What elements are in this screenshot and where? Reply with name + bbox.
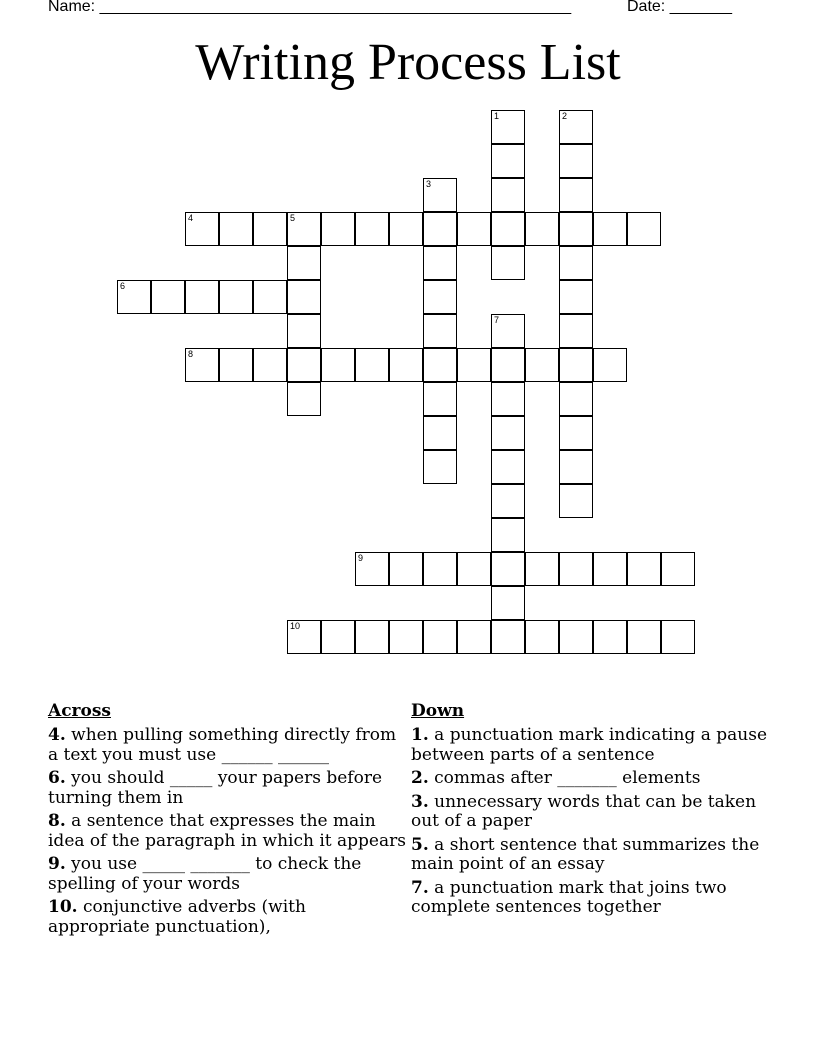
crossword-cell[interactable] (219, 348, 253, 382)
crossword-cell[interactable] (559, 246, 593, 280)
crossword-cell[interactable] (423, 212, 457, 246)
clue-text: when pulling something directly from a text you must use ______ ______ (48, 725, 397, 765)
crossword-cell[interactable] (287, 620, 321, 654)
crossword-cell[interactable] (491, 212, 525, 246)
crossword-cell[interactable] (559, 348, 593, 382)
crossword-cell[interactable] (491, 586, 525, 620)
page-title: Writing Process List (195, 34, 621, 91)
crossword-cell[interactable] (627, 212, 661, 246)
crossword-cell[interactable] (491, 144, 525, 178)
crossword-cell[interactable] (389, 620, 423, 654)
crossword-cell[interactable] (491, 518, 525, 552)
crossword-cell[interactable] (423, 620, 457, 654)
across-clues (48, 700, 408, 941)
crossword-cell[interactable] (117, 280, 151, 314)
crossword-cell[interactable] (491, 450, 525, 484)
crossword-cell[interactable] (559, 552, 593, 586)
clue-number-label: 9 (358, 553, 364, 563)
down-clue (411, 836, 771, 875)
clue-text: you should _____ your papers before turning them in (48, 768, 383, 808)
crossword-cell[interactable] (559, 144, 593, 178)
down-clue (411, 879, 771, 918)
across-clue (48, 898, 408, 937)
clue-number: 6. (48, 768, 66, 788)
clue-number-label: 5 (290, 213, 296, 223)
crossword-cell[interactable] (287, 246, 321, 280)
crossword-cell[interactable] (423, 314, 457, 348)
crossword-cell[interactable] (491, 178, 525, 212)
clue-number-label: 6 (120, 281, 126, 291)
clue-number-label: 7 (494, 315, 500, 325)
crossword-cell[interactable] (253, 348, 287, 382)
crossword-cell[interactable] (559, 484, 593, 518)
crossword-cell[interactable] (559, 314, 593, 348)
crossword-cell[interactable] (593, 212, 627, 246)
crossword-cell[interactable] (593, 552, 627, 586)
crossword-cell[interactable] (457, 552, 491, 586)
down-clue (411, 769, 771, 789)
crossword-cell[interactable] (457, 620, 491, 654)
crossword-cell[interactable] (219, 212, 253, 246)
crossword-cell[interactable] (593, 620, 627, 654)
clue-number: 3. (411, 791, 429, 812)
crossword-cell[interactable] (423, 382, 457, 416)
name-field-label: Name: _____________________________________________________ (48, 0, 572, 15)
clue-text: a sentence that expresses the main idea of the paragraph in which it appears (48, 811, 406, 851)
across-heading: Across (48, 701, 111, 721)
crossword-cell[interactable] (389, 552, 423, 586)
down-clues (411, 700, 771, 922)
across-clue (48, 769, 408, 808)
crossword-cell[interactable] (253, 280, 287, 314)
crossword-cell[interactable] (491, 246, 525, 280)
crossword-cell[interactable] (491, 110, 525, 144)
crossword-cell[interactable] (491, 416, 525, 450)
crossword-cell[interactable] (627, 620, 661, 654)
crossword-cell[interactable] (423, 348, 457, 382)
crossword-cell[interactable] (491, 382, 525, 416)
crossword-cell[interactable] (559, 178, 593, 212)
crossword-cell[interactable] (287, 382, 321, 416)
crossword-cell[interactable] (151, 280, 185, 314)
clue-text: you use _____ _______ to check the spelling of your words (48, 854, 362, 894)
crossword-cell[interactable] (423, 280, 457, 314)
crossword-cell[interactable] (525, 212, 559, 246)
crossword-cell[interactable] (423, 416, 457, 450)
crossword-cell[interactable] (321, 212, 355, 246)
clue-text: commas after _______ elements (434, 768, 701, 788)
crossword-cell[interactable] (287, 212, 321, 246)
crossword-cell[interactable] (491, 484, 525, 518)
crossword-cell[interactable] (525, 620, 559, 654)
clue-number: 10. (48, 897, 78, 917)
clue-number: 7. (411, 877, 429, 898)
across-clue (48, 855, 408, 894)
crossword-cell[interactable] (185, 212, 219, 246)
clue-text: a punctuation mark indicating a pause between parts of a sentence (411, 725, 768, 765)
clue-text: a punctuation mark that joins two complete sentences together (411, 877, 727, 917)
clue-number-label: 8 (188, 349, 194, 359)
crossword-cell[interactable] (491, 314, 525, 348)
clue-text: a short sentence that summarizes the main point of an essay (411, 834, 760, 874)
crossword-cell[interactable] (457, 212, 491, 246)
crossword-cell[interactable] (355, 552, 389, 586)
crossword-cell[interactable] (423, 552, 457, 586)
clue-number-label: 1 (494, 111, 500, 121)
crossword-cell[interactable] (559, 280, 593, 314)
crossword-cell[interactable] (559, 110, 593, 144)
crossword-cell[interactable] (321, 620, 355, 654)
down-heading: Down (411, 701, 465, 721)
crossword-cell[interactable] (593, 348, 627, 382)
clue-number-label: 4 (188, 213, 194, 223)
crossword-cell[interactable] (559, 382, 593, 416)
down-clue (411, 726, 771, 765)
crossword-cell[interactable] (185, 280, 219, 314)
clue-number: 5. (411, 834, 429, 855)
clue-number-label: 3 (426, 179, 432, 189)
crossword-cell[interactable] (287, 348, 321, 382)
crossword-cell[interactable] (559, 416, 593, 450)
crossword-cell[interactable] (423, 246, 457, 280)
clue-number: 9. (48, 854, 66, 874)
clue-number-label: 10 (290, 621, 301, 631)
crossword-cell[interactable] (321, 348, 355, 382)
crossword-cell[interactable] (627, 552, 661, 586)
clue-number: 8. (48, 811, 66, 831)
clue-number-label: 2 (562, 111, 568, 121)
crossword-cell[interactable] (287, 314, 321, 348)
clue-number: 4. (48, 725, 66, 745)
crossword-cell[interactable] (253, 212, 287, 246)
crossword-cell[interactable] (559, 212, 593, 246)
crossword-cell[interactable] (219, 280, 253, 314)
crossword-cell[interactable] (491, 348, 525, 382)
crossword-cell[interactable] (185, 348, 219, 382)
crossword-cell[interactable] (389, 212, 423, 246)
crossword-cell[interactable] (525, 348, 559, 382)
crossword-cell[interactable] (525, 552, 559, 586)
crossword-cell[interactable] (423, 450, 457, 484)
clue-text: unnecessary words that can be taken out of a paper (411, 791, 757, 831)
crossword-cell[interactable] (559, 450, 593, 484)
down-clue (411, 793, 771, 832)
crossword-cell[interactable] (355, 212, 389, 246)
clue-text: conjunctive adverbs (with appropriate punctuation), (48, 897, 306, 937)
crossword-cell[interactable] (661, 620, 695, 654)
crossword-cell[interactable] (491, 620, 525, 654)
crossword-cell[interactable] (491, 552, 525, 586)
crossword-cell[interactable] (287, 280, 321, 314)
date-field-label: Date: _______ (627, 0, 732, 15)
crossword-cell[interactable] (355, 620, 389, 654)
crossword-cell[interactable] (423, 178, 457, 212)
crossword-cell[interactable] (559, 620, 593, 654)
crossword-cell[interactable] (389, 348, 423, 382)
across-clue (48, 812, 408, 851)
crossword-cell[interactable] (661, 552, 695, 586)
crossword-cell[interactable] (457, 348, 491, 382)
clue-number: 1. (411, 725, 429, 745)
crossword-cell[interactable] (355, 348, 389, 382)
across-clue (48, 726, 408, 765)
clue-number: 2. (411, 768, 429, 788)
